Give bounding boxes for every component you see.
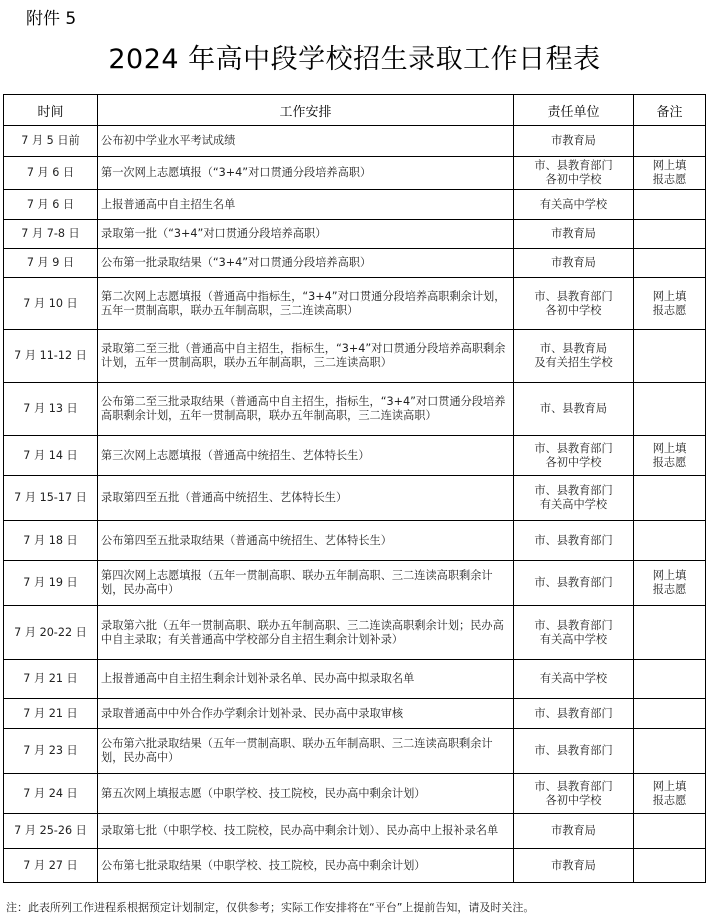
cell-unit: 市、县教育部门 有关高中学校 (514, 606, 634, 660)
cell-unit: 市教育局 (514, 849, 634, 883)
table-row (4, 660, 706, 699)
cell-work: 公布第七批录取结果（中职学校、技工院校，民办高中剩余计划） (98, 849, 514, 883)
header-unit: 责任单位 (514, 95, 634, 126)
table-row (4, 278, 706, 330)
cell-unit: 市、县教育部门 (514, 561, 634, 606)
cell-work: 录取第七批（中职学校、技工院校，民办高中剩余计划）、民办高中上报补录名单 (98, 814, 514, 849)
table-row (4, 699, 706, 729)
page-title: 2024 年高中段学校招生录取工作日程表 (108, 44, 601, 75)
footnote: 注：此表所列工作进程系根据预定计划制定，仅供参考；实际工作安排将在“平台”上提前告知，请及时关注。 (6, 901, 535, 914)
cell-work: 上报普通高中自主招生名单 (98, 190, 514, 220)
cell-time: 7 月 20-22 日 (4, 606, 98, 660)
cell-work: 公布第六批录取结果（五年一贯制高职、联办五年制高职、三二连读高职剩余计划，民办高中） (98, 729, 514, 774)
cell-unit: 市、县教育部门 各初中学校 (514, 278, 634, 330)
table-row (4, 157, 706, 190)
cell-work: 第一次网上志愿填报（“3+4”对口贯通分段培养高职） (98, 157, 514, 190)
cell-note: 网上填 报志愿 (634, 774, 706, 814)
cell-time: 7 月 15-17 日 (4, 476, 98, 521)
cell-work: 录取第一批（“3+4”对口贯通分段培养高职） (98, 220, 514, 249)
table-row (4, 436, 706, 476)
cell-note (634, 330, 706, 383)
cell-work: 录取第六批（五年一贯制高职、联办五年制高职、三二连读高职剩余计划；民办高中自主录取；有关普通高中学校部分自主招生剩余计划补录） (98, 606, 514, 660)
table-row (4, 814, 706, 849)
cell-work: 上报普通高中自主招生剩余计划补录名单、民办高中拟录取名单 (98, 660, 514, 699)
cell-time: 7 月 14 日 (4, 436, 98, 476)
cell-time: 7 月 27 日 (4, 849, 98, 883)
attachment-label: 附件 5 (26, 9, 77, 29)
cell-note (634, 660, 706, 699)
cell-work: 第四次网上志愿填报（五年一贯制高职、联办五年制高职、三二连读高职剩余计划，民办高中） (98, 561, 514, 606)
cell-note: 网上填 报志愿 (634, 157, 706, 190)
cell-unit: 市、县教育部门 (514, 521, 634, 561)
cell-note (634, 126, 706, 157)
cell-time: 7 月 13 日 (4, 383, 98, 436)
cell-time: 7 月 7-8 日 (4, 220, 98, 249)
table-row (4, 606, 706, 660)
cell-time: 7 月 5 日前 (4, 126, 98, 157)
cell-unit: 市、县教育部门 (514, 699, 634, 729)
cell-note (634, 521, 706, 561)
cell-unit: 市、县教育部门 各初中学校 (514, 436, 634, 476)
cell-unit: 市、县教育部门 各初中学校 (514, 157, 634, 190)
cell-unit: 有关高中学校 (514, 190, 634, 220)
cell-note: 网上填 报志愿 (634, 278, 706, 330)
table-row (4, 249, 706, 278)
cell-time: 7 月 10 日 (4, 278, 98, 330)
cell-time: 7 月 24 日 (4, 774, 98, 814)
cell-note (634, 606, 706, 660)
cell-note (634, 729, 706, 774)
cell-note (634, 220, 706, 249)
cell-work: 第五次网上填报志愿（中职学校、技工院校，民办高中剩余计划） (98, 774, 514, 814)
cell-note (634, 814, 706, 849)
table-row (4, 774, 706, 814)
header-note: 备注 (634, 95, 706, 126)
header-work: 工作安排 (98, 95, 514, 126)
cell-work: 录取普通高中中外合作办学剩余计划补录、民办高中录取审核 (98, 699, 514, 729)
cell-unit: 市教育局 (514, 249, 634, 278)
cell-unit: 市、县教育部门 各初中学校 (514, 774, 634, 814)
cell-note (634, 849, 706, 883)
cell-note: 网上填 报志愿 (634, 561, 706, 606)
cell-unit: 市教育局 (514, 126, 634, 157)
cell-time: 7 月 19 日 (4, 561, 98, 606)
table-row (4, 849, 706, 883)
cell-time: 7 月 21 日 (4, 660, 98, 699)
cell-time: 7 月 25-26 日 (4, 814, 98, 849)
cell-work: 录取第二至三批（普通高中自主招生，指标生，“3+4”对口贯通分段培养高职剩余计划，五年一贯制高职，联办五年制高职，三二连读高职） (98, 330, 514, 383)
table-row (4, 126, 706, 157)
cell-unit: 市教育局 (514, 814, 634, 849)
cell-note (634, 190, 706, 220)
cell-time: 7 月 23 日 (4, 729, 98, 774)
table-row (4, 330, 706, 383)
table-header-row (4, 95, 706, 126)
cell-note: 网上填 报志愿 (634, 436, 706, 476)
cell-time: 7 月 9 日 (4, 249, 98, 278)
table-row (4, 190, 706, 220)
cell-time: 7 月 18 日 (4, 521, 98, 561)
cell-work: 第二次网上志愿填报（普通高中指标生，“3+4”对口贯通分段培养高职剩余计划，五年一贯制高职，联办五年制高职，三二连读高职） (98, 278, 514, 330)
cell-work: 公布第二至三批录取结果（普通高中自主招生，指标生，“3+4”对口贯通分段培养高职剩余计划，五年一贯制高职，联办五年制高职，三二连读高职） (98, 383, 514, 436)
table-row (4, 561, 706, 606)
cell-unit: 市、县教育部门 (514, 729, 634, 774)
cell-note (634, 476, 706, 521)
table-row (4, 383, 706, 436)
cell-unit: 有关高中学校 (514, 660, 634, 699)
schedule-table (3, 94, 706, 883)
table-row (4, 476, 706, 521)
cell-work: 公布第一批录取结果（“3+4”对口贯通分段培养高职） (98, 249, 514, 278)
cell-unit: 市、县教育部门 有关高中学校 (514, 476, 634, 521)
table-row (4, 220, 706, 249)
cell-work: 录取第四至五批（普通高中统招生、艺体特长生） (98, 476, 514, 521)
cell-note (634, 383, 706, 436)
table-body (4, 126, 706, 883)
table-row (4, 521, 706, 561)
cell-unit: 市教育局 (514, 220, 634, 249)
cell-work: 公布第四至五批录取结果（普通高中统招生、艺体特长生） (98, 521, 514, 561)
cell-unit: 市、县教育局 (514, 383, 634, 436)
cell-time: 7 月 11-12 日 (4, 330, 98, 383)
table-row (4, 729, 706, 774)
cell-note (634, 249, 706, 278)
cell-work: 第三次网上志愿填报（普通高中统招生、艺体特长生） (98, 436, 514, 476)
cell-unit: 市、县教育局 及有关招生学校 (514, 330, 634, 383)
cell-time: 7 月 21 日 (4, 699, 98, 729)
cell-time: 7 月 6 日 (4, 190, 98, 220)
header-time: 时间 (4, 95, 98, 126)
cell-time: 7 月 6 日 (4, 157, 98, 190)
cell-note (634, 699, 706, 729)
cell-work: 公布初中学业水平考试成绩 (98, 126, 514, 157)
